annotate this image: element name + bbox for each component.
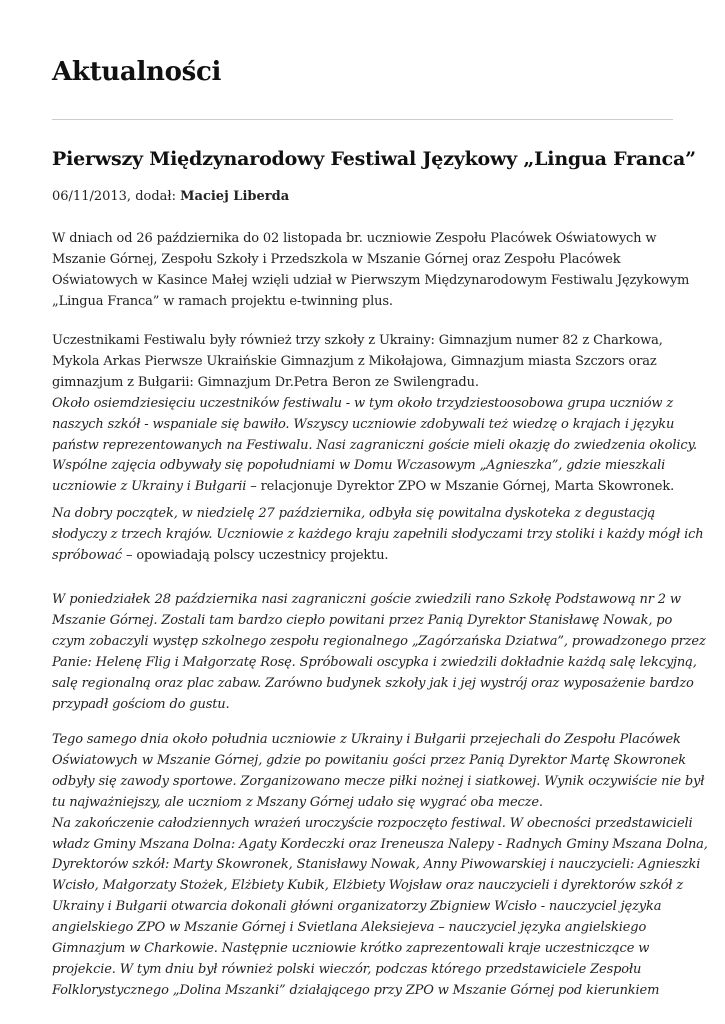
- text-line: Oświatowych w Kasince Małej wzięli udział w Pierwszym Międzynarodowym Festiwalu Językowym: [52, 272, 690, 288]
- text-line: projekcie. W tym dniu był również polski wieczór, podczas którego przedstawiciele Zespołu: [52, 961, 642, 977]
- text-line: salę regionalną oraz plac zabaw. Zarówno budynek szkoły jak i jej wystrój oraz wyposażenie bardzo: [52, 675, 694, 691]
- article-meta: [52, 189, 289, 204]
- text-line: naszych szkół - wspaniale się bawiło. Wszyscy uczniowie zdobywali też wiedzę o krajach i języku: [52, 416, 675, 432]
- paragraph-2: [52, 331, 697, 498]
- paragraph-3: [52, 504, 704, 567]
- text-fragment: – opowiadają polscy uczestnicy projektu.: [122, 547, 389, 563]
- section-title: Aktualności: [52, 57, 222, 87]
- title-divider: [52, 119, 673, 120]
- text-line: „Lingua Franca” w ramach projektu e-twinning plus.: [52, 293, 393, 309]
- text-line: W poniedziałek 28 października nasi zagraniczni goście zwiedzili rano Szkołę Podstawową nr 2 w: [52, 592, 681, 607]
- text-line: angielskiego ZPO w Mszanie Górnej i Svietlana Aleksiejeva – nauczyciel języka angielskiego: [52, 920, 647, 936]
- text-line: słodyczy z trzech krajów. Uczniowie z każdego kraju zapełnili słodyczami trzy stoliki i każdy mógł ich: [52, 526, 704, 542]
- article-author[interactable]: Maciej Liberda: [180, 189, 290, 204]
- text-line: [52, 477, 682, 498]
- text-line: władz Gminy Mszana Dolna: Agaty Kordeczki oraz Ireneusza Nalepy - Radnych Gminy Mszana Dolna,: [52, 836, 708, 852]
- text-line: Tego samego dnia około południa uczniowie z Ukrainy i Bułgarii przejechali do Zespołu Placówek: [52, 732, 681, 747]
- text-line: państw reprezentowanych na Festiwalu. Nasi zagraniczni goście mieli okazję do zwiedzenia okolicy.: [52, 437, 697, 453]
- text-line: czym zobaczyli występ szkolnego zespołu regionalnego „Zagórzańska Dziatwa”, prowadzonego przez: [52, 633, 706, 649]
- text-line: Mszanie Górnej, Zespołu Szkoły i Przedszkola w Mszanie Górnej oraz Zespołu Placówek: [52, 251, 621, 267]
- text-line: Mykola Arkas Pierwsze Ukraińskie Gimnazjum z Mikołajowa, Gimnazjum miasta Szczors oraz: [52, 353, 657, 369]
- text-line: odbyły się zawody sportowe. Zorganizowano mecze piłki nożnej i siatkowej. Wynik oczywiście nie był: [52, 773, 705, 789]
- text-line: Uczestnikami Festiwalu były również trzy szkoły z Ukrainy: Gimnazjum numer 82 z Charkowa,: [52, 333, 663, 348]
- text-italic-fragment: uczniowie z Ukrainy i Bułgarii: [52, 479, 247, 495]
- text-line: Na dobry początek, w niedzielę 27 października, odbyła się powitalna dyskoteka z degustacją: [52, 506, 656, 521]
- text-line: gimnazjum z Bułgarii: Gimnazjum Dr.Petra Beron ze Swilengradu.: [52, 374, 479, 390]
- text-line: Ukrainy i Bułgarii otwarcia dokonali główni organizatorzy Zbigniew Wcisło - nauczyciel języka: [52, 899, 662, 915]
- text-line: W dniach od 26 października do 02 listopada br. uczniowie Zespołu Placówek Oświatowych w: [52, 231, 657, 246]
- text-fragment: – relacjonuje Dyrektor ZPO w Mszanie Górnej, Marta Skowronek.: [246, 479, 675, 495]
- text-italic-fragment: spróbować: [52, 547, 122, 563]
- text-line: Około osiemdziesięciu uczestników festiwalu - w tym około trzydziestoosobowa grupa uczniów z: [52, 395, 674, 411]
- text-line: Dyrektorów szkół: Marty Skowronek, Stanisławy Nowak, Anny Piwowarskiej i nauczycieli: Agnieszki: [52, 857, 701, 873]
- text-line: [52, 546, 682, 567]
- paragraph-5: [52, 730, 708, 1002]
- text-line: Panie: Helenę Flig i Małgorzatę Rosę. Spróbowali oscypka i zwiedzili dokładnie każdą salę lekcyjną,: [52, 654, 697, 670]
- text-line: Mszanie Górnej. Zostali tam bardzo ciepło powitani przez Panią Dyrektor Stanisławę Nowak, po: [52, 612, 673, 628]
- text-line: Folklorystycznego „Dolina Mszanki” działającego przy ZPO w Mszanie Górnej pod kierunkiem: [52, 982, 660, 998]
- text-line: Na zakończenie całodziennych wrażeń uroczyście rozpoczęto festiwal. W obecności przedstawicieli: [52, 815, 693, 831]
- article-date: 06/11/2013, dodał:: [52, 189, 181, 204]
- text-line: Wspólne zajęcia odbywały się popołudniami w Domu Wczasowym „Agnieszka”, gdzie mieszkali: [52, 458, 666, 474]
- paragraph-1: [52, 229, 690, 313]
- article-title[interactable]: Pierwszy Międzynarodowy Festiwal Językowy „Lingua Franca”: [52, 148, 696, 170]
- text-line: Oświatowych w Mszanie Górnej, gdzie po powitaniu gości przez Panią Dyrektor Martę Skowronek: [52, 752, 686, 768]
- paragraph-4: [52, 590, 706, 715]
- text-line: Gimnazjum w Charkowie. Następnie uczniowie krótko zaprezentowali kraje uczestniczące w: [52, 941, 650, 957]
- text-line: Wcisło, Małgorzaty Stożek, Elżbiety Kubik, Elżbiety Wojsław oraz nauczycieli i dyrektorów szkół z: [52, 878, 684, 894]
- text-line: przypadł gościom do gustu.: [52, 696, 230, 712]
- text-line: tu najważniejszy, ale uczniom z Mszany Górnej udało się wygrać oba mecze.: [52, 794, 543, 810]
